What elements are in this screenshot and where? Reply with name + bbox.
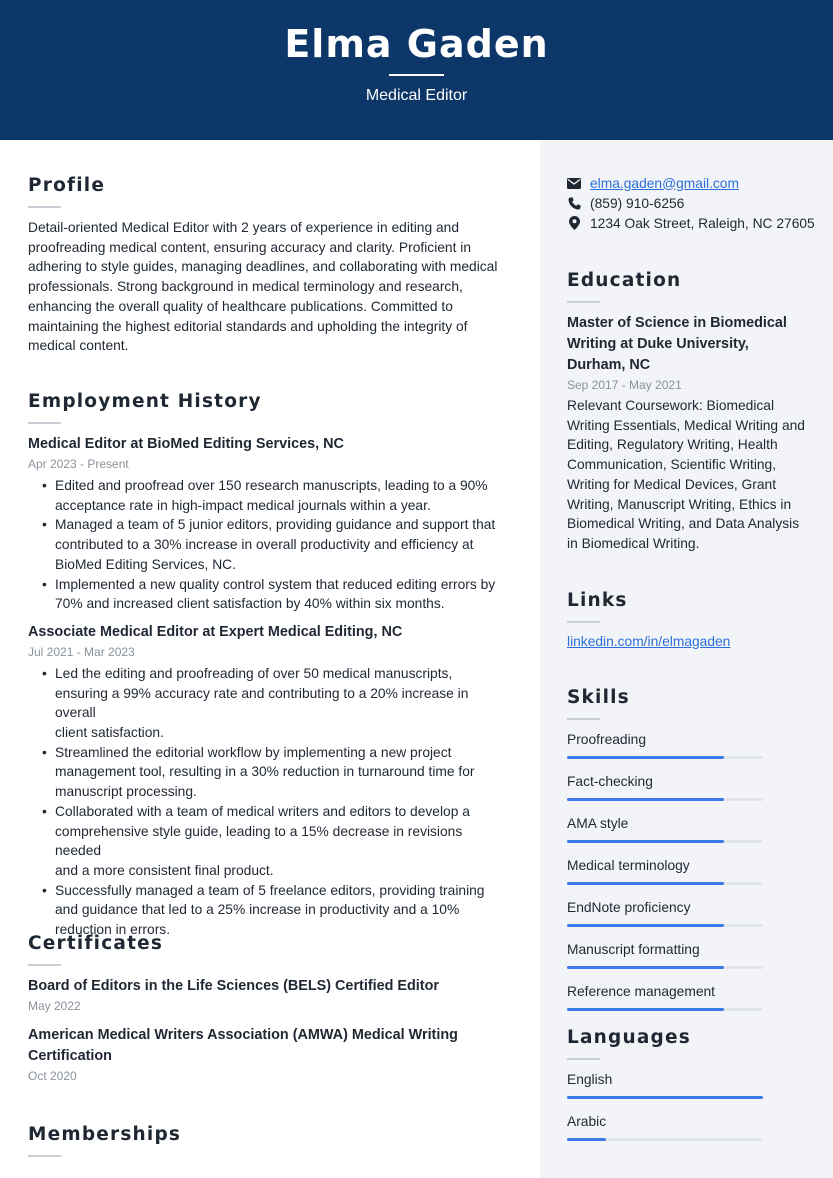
skill-item-label: Proofreading bbox=[567, 732, 647, 747]
section-title: Certificates bbox=[28, 933, 164, 954]
certificate-title: American Medical Writers Association (AMWA) Medical Writing bbox=[28, 1027, 458, 1043]
skill-item bbox=[567, 898, 823, 927]
section-divider bbox=[567, 1058, 600, 1060]
section-title: Profile bbox=[28, 175, 106, 196]
text-line: and a more consistent final product. bbox=[55, 862, 274, 878]
text-line: professionals. Strong background in medical terminology and research, bbox=[28, 279, 463, 295]
job-dates: Apr 2023 - Present bbox=[28, 457, 129, 471]
language-item-level-fill bbox=[567, 1138, 606, 1141]
text-line: Writing for Medical Devices, Grant bbox=[567, 476, 777, 492]
text-line: BioMed Editing Services, NC. bbox=[55, 556, 236, 572]
language-item-level-track bbox=[567, 1138, 763, 1141]
text-line: Writing at Duke University, bbox=[567, 336, 749, 352]
text-line: client satisfaction. bbox=[55, 725, 164, 741]
links-section bbox=[567, 590, 823, 651]
address-text: 1234 Oak Street, Raleigh, NC 27605 bbox=[590, 215, 815, 231]
skill-item-level-fill bbox=[567, 882, 724, 885]
section-divider bbox=[567, 301, 600, 303]
contact-address bbox=[567, 213, 823, 233]
text-line: ensuring a 99% accuracy rate and contributing to a 20% increase in overall bbox=[55, 685, 469, 721]
bullet-item bbox=[42, 476, 512, 515]
job-title: Medical Editor at BioMed Editing Services, NC bbox=[28, 436, 344, 452]
text-line: comprehensive style guide, leading to a 15% decrease in revisions needed bbox=[55, 823, 463, 859]
education-section bbox=[567, 270, 823, 554]
certificate-date: Oct 2020 bbox=[28, 1069, 77, 1083]
profile-text bbox=[28, 218, 512, 356]
job-bullets bbox=[28, 476, 512, 614]
education-description bbox=[567, 396, 823, 554]
text-line: Edited and proofread over 150 research manuscripts, leading to a 90% bbox=[55, 478, 488, 493]
section-divider bbox=[28, 206, 61, 208]
text-line: Collaborated with a team of medical writers and editors to develop a bbox=[55, 803, 470, 819]
languages-list bbox=[567, 1070, 823, 1141]
skill-item-label: Medical terminology bbox=[567, 858, 690, 873]
job-dates: Jul 2021 - Mar 2023 bbox=[28, 644, 135, 659]
certificate-title: Board of Editors in the Life Sciences (BELS) Certified Editor bbox=[28, 978, 439, 994]
bullet-dot-icon: • bbox=[42, 803, 47, 819]
skill-item-level-track bbox=[567, 756, 763, 759]
skill-item bbox=[567, 856, 823, 885]
skill-item-label: AMA style bbox=[567, 816, 629, 831]
bullet-dot-icon: • bbox=[42, 576, 47, 592]
languages-section bbox=[567, 1027, 823, 1154]
text-line: proofreading medical content, ensuring accuracy and clarity. Proficient in bbox=[28, 239, 472, 255]
skills-section bbox=[567, 687, 823, 1024]
text-line: Editing, Regulatory Writing, Health bbox=[567, 437, 778, 453]
contact-email bbox=[567, 173, 823, 193]
section-title: Employment History bbox=[28, 391, 262, 412]
text-line: Relevant Coursework: Biomedical bbox=[567, 398, 775, 413]
text-line: Managed a team of 5 junior editors, providing guidance and support that bbox=[55, 517, 496, 533]
skills-list bbox=[567, 730, 823, 1011]
section-title: Languages bbox=[567, 1027, 691, 1048]
language-item-label: Arabic bbox=[567, 1114, 607, 1129]
skill-item bbox=[567, 982, 823, 1011]
skill-item-level-fill bbox=[567, 1008, 724, 1011]
skill-item-label: EndNote proficiency bbox=[567, 900, 691, 915]
bullet-dot-icon: • bbox=[42, 882, 47, 898]
skill-item bbox=[567, 940, 823, 969]
employment-section bbox=[28, 391, 512, 940]
linkedin-link[interactable]: linkedin.com/in/elmagaden bbox=[567, 634, 731, 649]
map-pin-icon bbox=[567, 216, 581, 230]
text-line: adhering to style guides, managing deadlines, and collaborating with medical bbox=[28, 259, 498, 275]
skill-item-level-track bbox=[567, 924, 763, 927]
phone-number: (859) 910-6256 bbox=[590, 195, 685, 211]
skill-item-level-fill bbox=[567, 798, 724, 801]
section-divider bbox=[567, 718, 600, 720]
certificate-entry bbox=[28, 976, 512, 1015]
section-divider bbox=[567, 621, 600, 623]
text-line: Detail-oriented Medical Editor with 2 years of experience in editing and bbox=[28, 220, 460, 235]
text-line: Led the editing and proofreading of over 50 medical manuscripts, bbox=[55, 665, 453, 681]
skill-item-level-track bbox=[567, 798, 763, 801]
text-line: Durham, NC bbox=[567, 357, 651, 373]
section-title: Skills bbox=[567, 687, 630, 708]
skill-item-level-fill bbox=[567, 756, 724, 759]
bullet-dot-icon: • bbox=[42, 744, 47, 760]
bullet-dot-icon: • bbox=[42, 517, 47, 533]
text-line: management tool, resulting in a 30% reduction in turnaround time for bbox=[55, 764, 475, 780]
language-item-level-track bbox=[567, 1096, 763, 1099]
skill-item-level-track bbox=[567, 1008, 763, 1011]
job-entry bbox=[28, 622, 512, 940]
skill-item-level-track bbox=[567, 966, 763, 969]
language-item bbox=[567, 1070, 823, 1099]
text-line: Streamlined the editorial workflow by implementing a new project bbox=[55, 744, 452, 760]
section-title: Links bbox=[567, 590, 628, 611]
text-line: 70% and increased client satisfaction by 40% within six months. bbox=[55, 596, 445, 612]
bullet-dot-icon: • bbox=[42, 478, 47, 493]
text-line: and guidance that led to a 25% increase in productivity and a 10% bbox=[55, 902, 460, 918]
text-line: acceptance rate in high-impact medical journals within a year. bbox=[55, 497, 431, 513]
certificate-entry bbox=[28, 1025, 512, 1085]
bullet-item bbox=[42, 664, 512, 743]
envelope-icon bbox=[567, 176, 581, 190]
education-dates: Sep 2017 - May 2021 bbox=[567, 378, 682, 392]
section-divider bbox=[28, 1155, 61, 1157]
skill-item-label: Reference management bbox=[567, 984, 716, 999]
bullet-item bbox=[42, 575, 512, 614]
text-line: Successfully managed a team of 5 freelance editors, providing training bbox=[55, 882, 485, 898]
skill-item-label: Manuscript formatting bbox=[567, 942, 700, 957]
phone-icon bbox=[567, 196, 581, 210]
certificates-section bbox=[28, 933, 512, 1085]
skill-item-level-track bbox=[567, 840, 763, 843]
bullet-item bbox=[42, 881, 512, 940]
skill-item-level-fill bbox=[567, 966, 724, 969]
section-divider bbox=[28, 422, 61, 424]
section-title: Education bbox=[567, 270, 682, 291]
memberships-section bbox=[28, 1124, 512, 1167]
resume-header bbox=[0, 0, 833, 140]
text-line: maintaining the highest editorial standards and upholding the integrity of bbox=[28, 318, 468, 334]
text-line: Implemented a new quality control system that reduced editing errors by bbox=[55, 576, 496, 592]
language-item-label: English bbox=[567, 1072, 613, 1087]
text-line: Master of Science in Biomedical bbox=[567, 315, 787, 331]
text-line: Communication, Scientific Writing, bbox=[567, 457, 777, 473]
certificate-date: May 2022 bbox=[28, 999, 81, 1013]
bullet-item bbox=[42, 743, 512, 802]
job-title: Associate Medical Editor at Expert Medical Editing, NC bbox=[28, 623, 403, 640]
text-line: Biomedical Writing, and Data Analysis bbox=[567, 516, 800, 532]
text-line: in Biomedical Writing. bbox=[567, 535, 700, 551]
email-link[interactable]: elma.gaden@gmail.com bbox=[590, 175, 739, 191]
contact-phone bbox=[567, 193, 823, 213]
bullet-item bbox=[42, 802, 512, 881]
job-entry bbox=[28, 434, 512, 614]
skill-item-level-track bbox=[567, 882, 763, 885]
candidate-role: Medical Editor bbox=[365, 87, 468, 104]
contact-block bbox=[567, 173, 823, 233]
language-item bbox=[567, 1112, 823, 1141]
skill-item-level-fill bbox=[567, 924, 724, 927]
degree-title bbox=[567, 313, 823, 376]
skill-item bbox=[567, 772, 823, 801]
text-line: Writing Essentials, Medical Writing and bbox=[567, 417, 805, 433]
bullet-dot-icon: • bbox=[42, 665, 47, 681]
text-line: manuscript processing. bbox=[55, 784, 197, 800]
job-bullets bbox=[28, 664, 512, 940]
skill-item bbox=[567, 730, 823, 759]
section-title: Memberships bbox=[28, 1124, 182, 1145]
text-line: enhancing the overall quality of healthcare publications. Committed to bbox=[28, 298, 453, 314]
section-divider bbox=[28, 964, 61, 966]
candidate-name: Elma Gaden bbox=[284, 22, 549, 66]
skill-item-level-fill bbox=[567, 840, 724, 843]
certificate-title: Certification bbox=[28, 1048, 112, 1064]
text-line: reduction in errors. bbox=[55, 922, 171, 938]
profile-section bbox=[28, 175, 512, 356]
text-line: Writing, Manuscript Writing, Ethics in bbox=[567, 496, 792, 512]
bullet-item bbox=[42, 515, 512, 574]
text-line: medical content. bbox=[28, 338, 129, 354]
header-divider bbox=[389, 74, 444, 76]
language-item-level-fill bbox=[567, 1096, 763, 1099]
text-line: contributed to a 30% increase in overall productivity and efficiency at bbox=[55, 537, 474, 553]
skill-item bbox=[567, 814, 823, 843]
skill-item-label: Fact-checking bbox=[567, 774, 653, 789]
